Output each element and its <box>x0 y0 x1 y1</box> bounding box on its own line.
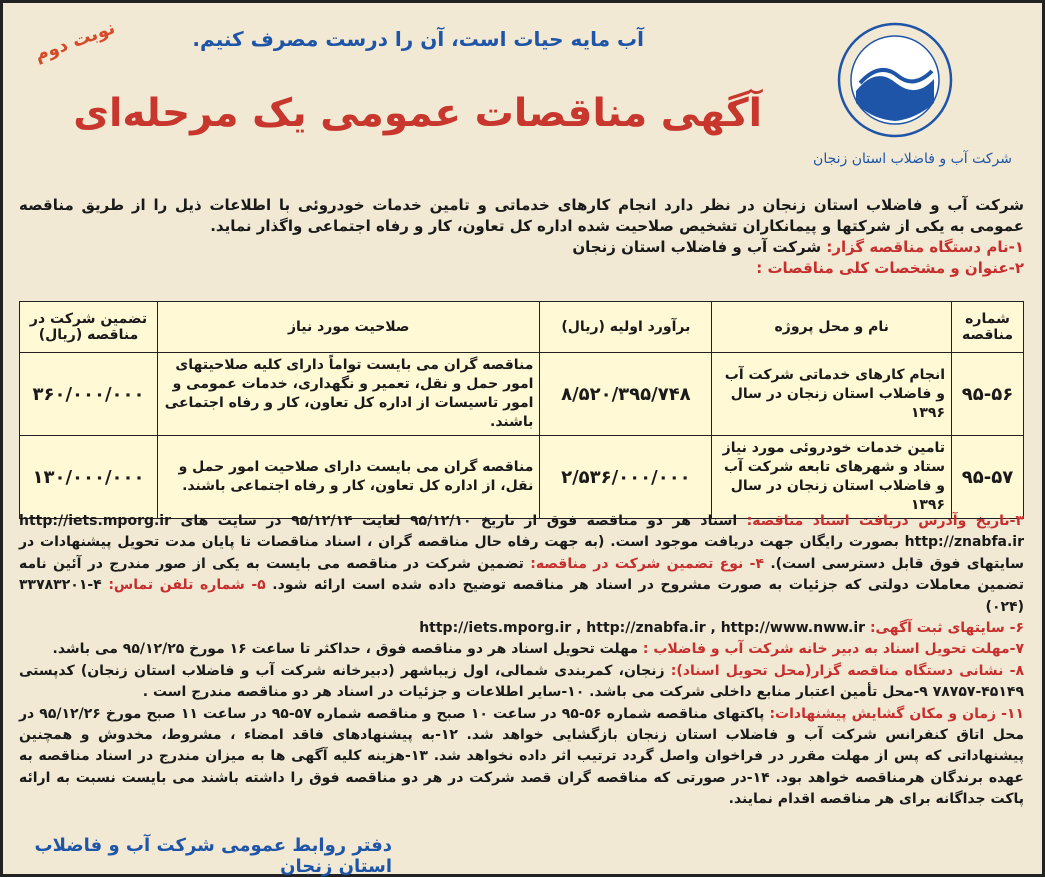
intro-paragraph: شرکت آب و فاضلاب استان زنجان در نظر دارد انجام کارهای خدماتی و تامین خدمات خودروئی با اطلاعات ذیل را از طریق مناقصه عمومی به یکی از شرکتها و پیمانکاران تشخیص صلاحیت شده اداره کل تعاون، کار و رفاه اجتماعی واگذار نماید. <box>19 196 1024 235</box>
tender-project: انجام کارهای خدماتی شرکت آب و فاضلاب استان زنجان در سال ۱۳۹۶ <box>712 353 952 436</box>
header-estimate: برآورد اولیه (ریال) <box>540 302 712 353</box>
tender-guarantee: ۱۳۰/۰۰۰/۰۰۰ <box>20 436 158 519</box>
item-14-text: ۱۴-در صورتی که مناقصه گران قصد شرکت در هر دو مناقصه فوق را داشته باشند می بایست نسبت به ارائه پاکت جداگانه برای هر مناقصه اقدام نمایند. <box>19 769 1024 808</box>
slogan: آب مایه حیات است، آن را درست مصرف کنیم. <box>192 27 644 51</box>
item-8-label: ۸- نشانی دستگاه مناقصه گزار(محل تحویل اسناد): <box>670 662 1024 679</box>
item-1-value: شرکت آب و فاضلاب استان زنجان <box>572 238 822 256</box>
item-2-label: ۲-عنوان و مشخصات کلی مناقصات : <box>756 259 1024 277</box>
tender-project: تامین خدمات خودروئی مورد نیاز ستاد و شهرهای تابعه شرکت آب و فاضلاب استان زنجان در سال ۱۳۹۶ <box>712 436 952 519</box>
item-10-text: ۱۰-سایر اطلاعات و جزئیات در اسناد هر دو مناقصه مندرج است . <box>142 684 585 701</box>
page-title: آگهی مناقصات عمومی یک مرحله‌ای <box>73 91 762 136</box>
header-qualification: صلاحیت مورد نیاز <box>158 302 540 353</box>
tender-estimate: ۸/۵۲۰/۳۹۵/۷۴۸ <box>540 353 712 436</box>
item-7-label: ۷-مهلت تحویل اسناد به دبیر خانه شرکت آب و فاضلاب : <box>642 641 1024 658</box>
tender-qualification: مناقصه گران می بایست تواماً دارای کلیه صلاحیتهای امور حمل و نقل، تعمیر و نگهداری، خدمات عمومی و امور تاسیسات از اداره کل تعاون، کار و رفاه اجتماعی باشند. <box>158 353 540 436</box>
header-number: شماره مناقصه <box>952 302 1024 353</box>
item-12-text: ۱۲-به پیشنهادهای فاقد امضاء ، مشروط، مخدوش و همچنین پیشنهاداتی که پس از مهلت مقرر در فراخوان واصل گردد ترتیب اثر داده نخواهد شد. <box>19 727 1025 765</box>
item-6 <box>19 618 1024 639</box>
item-8 <box>19 661 1024 704</box>
item-1 <box>19 237 1024 258</box>
link-znabfa[interactable]: http://znabfa.ir <box>904 534 1024 551</box>
item-5-phone: ۴-۳۳۷۸۳۲۰۱ (۰۲۴) <box>19 577 1024 615</box>
item-7 <box>19 639 1024 660</box>
item-3 <box>19 511 1024 618</box>
tender-guarantee: ۳۶۰/۰۰۰/۰۰۰ <box>20 353 158 436</box>
footer-signature: دفتر روابط عمومی شرکت آب و فاضلاب استان زنجان <box>34 835 392 877</box>
org-caption: شرکت آب و فاضلاب استان زنجان <box>813 151 1012 167</box>
item-5-label: ۵- شماره تلفن تماس: <box>108 577 266 594</box>
stamp-second-round: نوبت دوم <box>31 17 118 66</box>
item-1-label: ۱-نام دستگاه مناقصه گزار: <box>826 238 1024 256</box>
tender-number: ۹۵-۵۶ <box>952 353 1024 436</box>
item-9-text: ۹-محل تأمین اعتبار منابع داخلی شرکت می باشد. <box>589 684 928 701</box>
item-3-text-2: بصورت رایگان جهت دریافت موجود است. (به جهت رفاه حال مناقصه گران ، اسناد مناقصات تا پایان مدت تحویل پیشنهادات در سایتهای فوق قابل دسترسی است). <box>19 534 1025 572</box>
details-section <box>19 511 1024 811</box>
item-3-label: ۳-تاریخ وآدرس دریافت اسناد مناقصه: <box>746 513 1025 529</box>
tender-estimate: ۲/۵۳۶/۰۰۰/۰۰۰ <box>540 436 712 519</box>
item-6-sites[interactable]: http://iets.mporg.ir , http://znabfa.ir , http://www.nww.ir <box>419 620 866 637</box>
item-4-label: ۴- نوع تضمین شرکت در مناقصه: <box>530 555 764 572</box>
item-11-text: پاکتهای مناقصه شماره ۵۶-۹۵ در ساعت ۱۰ صبح و مناقصه شماره ۵۷-۹۵ در ساعت ۱۱ صبح مورخ ۹۵/۱۲/۲۶ در محل اتاق کنفرانس شرکت آب و فاضلاب استان زنجان بازگشایی خواهد شد. <box>19 705 1025 744</box>
item-8-text: زنجان، کمربندی شمالی، اول زیباشهر (دبیرخانه شرکت آب و فاضلاب استان زنجان) کدپستی ۴۵۱۴۹-۷۸۷۵۷ <box>19 662 1024 701</box>
table-row <box>20 436 1024 519</box>
item-7-text: مهلت تحویل اسناد هر دو مناقصه فوق ، حداکثر تا ساعت ۱۶ مورخ ۹۵/۱۲/۲۵ می باشد. <box>52 641 639 658</box>
item-4-text: تضمین شرکت در مناقصه می بایست به یکی از صور مندرج در آئین نامه تضمین معاملات دولتی که جزئیات به صورت مشروح در اسناد هر مناقصه توضیح داده شده است ارائه شود. <box>19 555 1025 594</box>
tender-number: ۹۵-۵۷ <box>952 436 1024 519</box>
table-row <box>20 353 1024 436</box>
item-6-label: ۶- سایتهای ثبت آگهی: <box>869 620 1024 637</box>
company-logo-icon <box>836 21 954 139</box>
tenders-table <box>19 301 1024 519</box>
table-header-row <box>20 302 1024 353</box>
item-11 <box>19 704 1024 811</box>
item-11-label: ۱۱- زمان و مکان گشایش پیشنهادات: <box>769 705 1025 722</box>
header-guarantee: تضمین شرکت در مناقصه (ریال) <box>20 302 158 353</box>
item-3-text: اسناد هر دو مناقصه فوق از تاریخ ۹۵/۱۲/۱۰ لغایت ۹۵/۱۲/۱۴ در سایت های <box>180 513 738 529</box>
header-project: نام و محل پروژه <box>712 302 952 353</box>
item-13-text: ۱۳-هزینه کلیه آگهی ها به میزان مندرج در اسناد مناقصه به عهده برندگان هرمناقصه خواهد بود. <box>19 748 1024 786</box>
intro-section <box>19 195 1024 279</box>
tender-qualification: مناقصه گران می بایست دارای صلاحیت امور حمل و نقل، از اداره کل تعاون، کار و رفاه اجتماعی باشند. <box>158 436 540 519</box>
link-iets[interactable]: http://iets.mporg.ir <box>19 513 172 529</box>
